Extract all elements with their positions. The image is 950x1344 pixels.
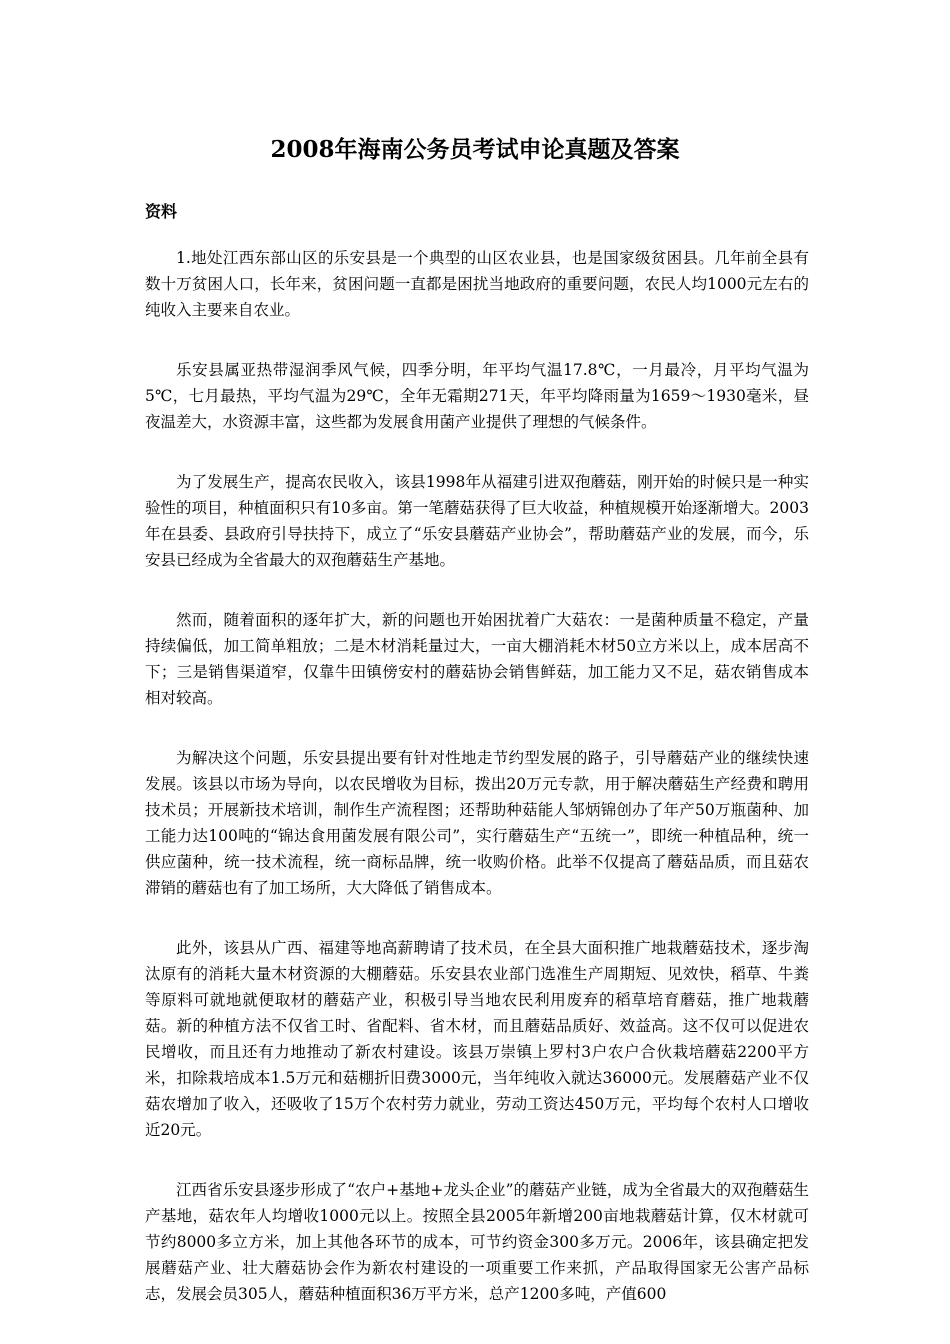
paragraph-5: 为解决这个问题，乐安县提出要有针对性地走节约型发展的路子，引导蘑菇产业的继续快速发展。该县以市场为导向，以农民增收为目标，拨出20万元专款，用于解决蘑菇生产经费和聘用技术员；开展新技术培训，制作生产流程图；还帮助种菇能人邹炳锦创办了年产50万瓶菌种、加工能力达100吨的“锦达食用菌发展有限公司”，实行蘑菇生产“五统一”，即统一种植品种，统一供应菌种，统一技术流程，统一商标品牌，统一收购价格。此举不仅提高了蘑菇品质，而且菇农滞销的蘑菇也有了加工场所，大大降低了销售成本。 xyxy=(145,749,809,897)
section-heading: 资料 xyxy=(145,202,178,221)
paragraph-4: 然而，随着面积的逐年扩大，新的问题也开始困扰着广大菇农：一是菌种质量不稳定，产量持续偏低，加工简单粗放；二是木材消耗量过大，一亩大棚消耗木材50立方米以上，成本居高不下；三是销售渠道窄，仅靠牛田镇傍安村的蘑菇协会销售鲜菇，加工能力又不足，菇农销售成本相对较高。 xyxy=(145,611,809,707)
paragraph-1: 1.地处江西东部山区的乐安县是一个典型的山区农业县，也是国家级贫困县。几年前全县有数十万贫困人口，长年来，贫困问题一直都是困扰当地政府的重要问题，农民人均1000元左右的纯收入主要来自农业。 xyxy=(145,249,809,319)
paragraph-6: 此外，该县从广西、福建等地高薪聘请了技术员，在全县大面积推广地栽蘑菇技术，逐步淘汰原有的消耗大量木材资源的大棚蘑菇。乐安县农业部门选准生产周期短、见效快，稻草、牛粪等原料可就地就便取材的蘑菇产业，积极引导当地农民利用废弃的稻草培育蘑菇，推广地栽蘑菇。新的种植方法不仅省工时、省配料、省木材，而且蘑菇品质好、效益高。这不仅可以促进农民增收，而且还有力地推动了新农村建设。该县万崇镇上罗村3户农户合伙栽培蘑菇2200平方米，扣除栽培成本1.5万元和菇棚折旧费3000元，当年纯收入就达36000元。发展蘑菇产业不仅菇农增加了收入，还吸收了15万个农村劳力就业，劳动工资达450万元，平均每个农村人口增收近20元。 xyxy=(145,939,809,1139)
document-title: 2008年海南公务员考试申论真题及答案 xyxy=(270,136,680,163)
paragraph-7: 江西省乐安县逐步形成了“农户+基地+龙头企业”的蘑菇产业链，成为全省最大的双孢蘑菇生产基地，菇农年人均增收1000元以上。按照全县2005年新增200亩地栽蘑菇计算，仅木材就可节约8000多立方米，加上其他各环节的成本，可节约资金300多万元。2006年，该县确定把发展蘑菇产业、壮大蘑菇协会作为新农村建设的一项重要工作来抓，产品取得国家无公害产品标志，发展会员305人，蘑菇种植面积36万平方米，总产1200多吨，产值600 xyxy=(145,1181,809,1303)
paragraph-2: 乐安县属亚热带湿润季风气候，四季分明，年平均气温17.8℃，一月最冷，月平均气温为5℃，七月最热，平均气温为29℃，全年无霜期271天，年平均降雨量为1659～1930毫米，昼夜温差大，水资源丰富，这些都为发展食用菌产业提供了理想的气候条件。 xyxy=(145,361,809,431)
paragraph-3: 为了发展生产，提高农民收入，该县1998年从福建引进双孢蘑菇，刚开始的时候只是一种实验性的项目，种植面积只有10多亩。第一笔蘑菇获得了巨大收益，种植规模开始逐渐增大。2003年在县委、县政府引导扶持下，成立了“乐安县蘑菇产业协会”，帮助蘑菇产业的发展，而今，乐安县已经成为全省最大的双孢蘑菇生产基地。 xyxy=(145,473,809,569)
document-body xyxy=(145,245,809,1341)
